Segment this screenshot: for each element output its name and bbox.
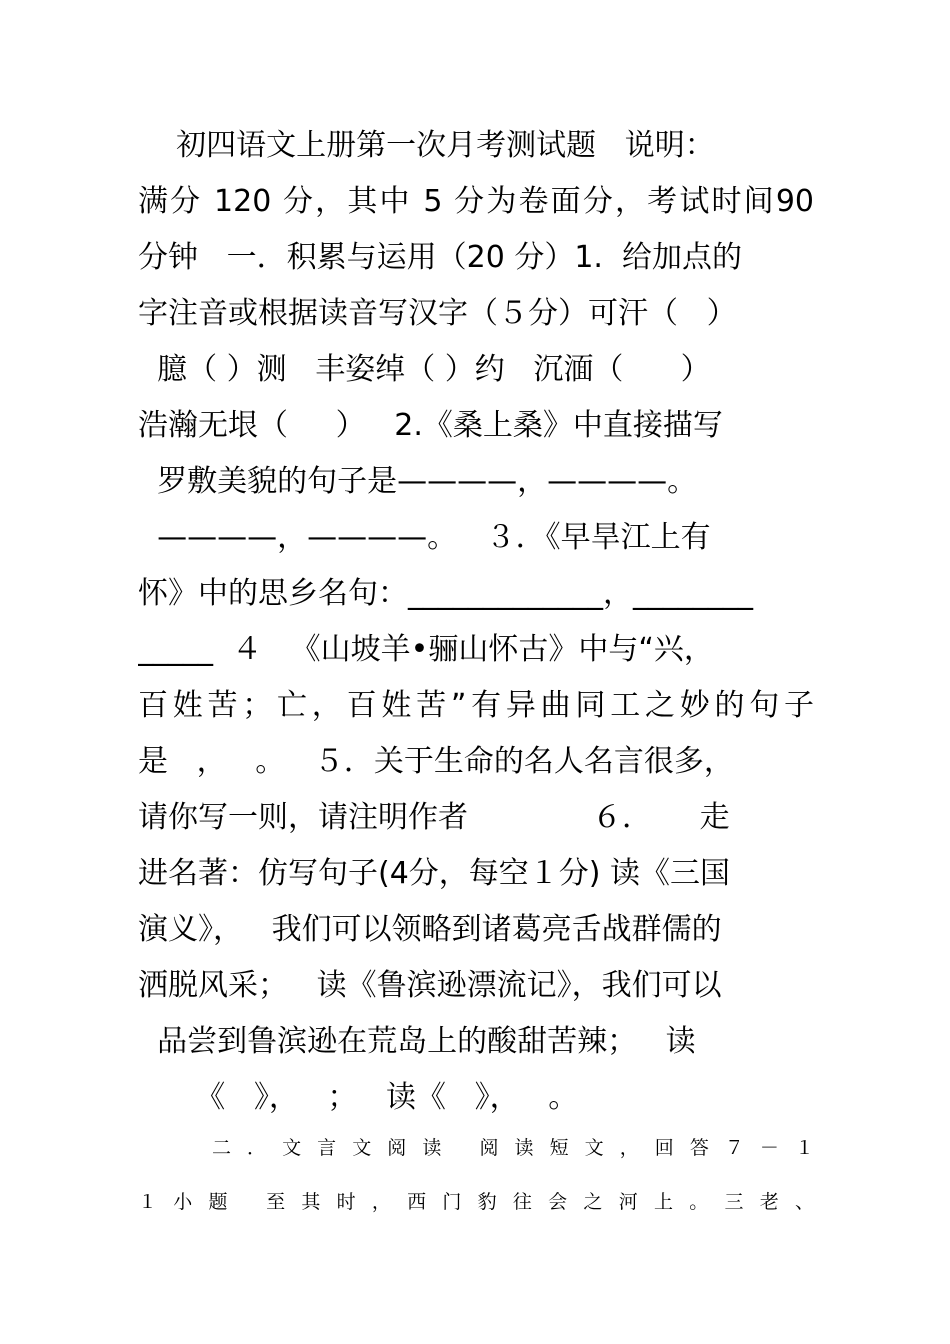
- text-line-5: 臆（ ）测 丰姿绰（ ）约 沉湎（ ）: [138, 352, 711, 387]
- text-line-12: 是 ， 。 ５．关于生命的名人名言很多，: [138, 744, 734, 779]
- text-line-16: 洒脱风采； 读《鲁滨逊漂流记》，我们可以: [138, 968, 722, 1003]
- text-line-18: 《 》， ； 读《 》， 。: [138, 1080, 579, 1115]
- text-line-14: 进名著：仿写句子(4分，每空１分) 读《三国: [138, 856, 731, 891]
- text-line-6: 浩瀚无垠（ ） 2.《桑上桑》中直接描写: [138, 408, 723, 443]
- text-line-17: 品尝到鲁滨逊在荒岛上的酸甜苦辣； 读: [138, 1024, 696, 1059]
- text-line-11: 百姓苦；亡，百姓苦”有异曲同工之妙的句子: [138, 688, 814, 723]
- text-line-15: 演义》， 我们可以领略到诸葛亮舌战群儒的: [138, 912, 722, 947]
- text-line-2: 满分 120 分，其中 5 分为卷面分，考试时间90: [138, 184, 814, 219]
- text-line-1: 初四语文上册第一次月考测试题 说明：: [138, 128, 715, 163]
- text-line-4: 字注音或根据读音写汉字（５分）可汗（ ）: [138, 296, 737, 331]
- text-line-8: ————，————。 ３．《早旱江上有: [138, 520, 711, 555]
- text-line-3: 分钟 一．积累与运用（20 分）1. 给加点的: [138, 240, 743, 275]
- text-line-10: _____ ４ 《山坡羊•骊山怀古》中与“兴，: [138, 632, 714, 667]
- text-line-7: 罗敷美貌的句子是————，————。: [138, 464, 698, 499]
- text-line-19: 二．文言文阅读 阅读短文，回答７－１: [212, 1137, 814, 1159]
- text-line-20: １小题 至其时，西门豹往会之河上。三老、: [138, 1191, 814, 1213]
- text-line-13: 请你写一则，请注明作者 ６． 走: [138, 800, 730, 835]
- text-line-9: 怀》中的思乡名句：_____________，________: [138, 576, 753, 611]
